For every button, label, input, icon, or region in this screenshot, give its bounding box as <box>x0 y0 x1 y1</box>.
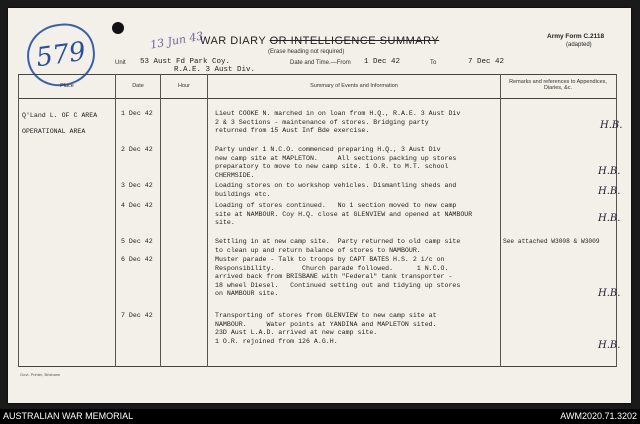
column-divider <box>500 74 501 367</box>
entry-text: Lieut COOKE N. marched in on loan from H.Q., R.A.E. 3 Aust Div 2 & 3 Sections - maintenance of stores. Bridging party returned from 15 Aust Inf Bde exercise. <box>215 110 461 134</box>
initials-signature: H.B. <box>600 120 623 131</box>
table-header-rule <box>18 98 616 99</box>
title-prefix: WAR DIARY <box>200 35 267 47</box>
adapted-label: (adapted) <box>566 42 592 48</box>
initials-signature: H.B. <box>598 186 621 197</box>
footer-institution: AUSTRALIAN WAR MEMORIAL <box>3 411 134 421</box>
entry-text: Party under 1 N.C.O. commenced preparing H.Q., 3 Aust Div new camp site at MAPLETON. All sections packing up stores preparatory to move to new camp site. 1 O.R. to M.T. school CHERMSIDE. <box>215 146 457 179</box>
entry-text: Loading of stores continued. No 1 section moved to new camp site at NAMBOUR. Coy H.Q. close at GLENVIEW and opened at NAMBOUR site. <box>215 202 473 226</box>
entry-date: 7 Dec 42 <box>121 312 153 319</box>
place-line-1: Q'Land L. OF C AREA <box>22 112 98 119</box>
column-divider <box>160 74 161 367</box>
column-divider <box>18 74 19 367</box>
column-divider <box>207 74 208 367</box>
unit-value: 53 Aust Fd Park Coy. <box>140 58 231 66</box>
col-head-summary: Summary of Events and Information <box>310 83 398 89</box>
unit-value-sub: R.A.E. 3 Aust Div. <box>174 66 256 74</box>
archive-footer <box>0 409 640 424</box>
erase-note: (Erase heading not required) <box>268 49 345 55</box>
punch-hole <box>112 22 124 34</box>
unit-label: Unit <box>115 60 126 66</box>
entry-text: Loading stores on to workshop vehicles. Dismantling sheds and buildings etc. <box>215 182 457 198</box>
table-bottom-rule <box>18 366 616 367</box>
col-head-hour: Hour <box>178 83 190 89</box>
army-form-label: Army Form C.2118 <box>547 33 605 40</box>
date-label: Date and Time.—From <box>290 60 351 66</box>
page-title <box>200 35 439 47</box>
date-to: 7 Dec 42 <box>468 58 505 66</box>
entry-remarks: See attached W3008 & W3009 <box>503 238 600 245</box>
place-line-2: OPERATIONAL AREA <box>22 128 86 135</box>
entry-text: Settling in at new camp site. Party returned to old camp site to clean up and return balance of stores to NAMBOUR. <box>215 238 461 254</box>
footer-accession: AWM2020.71.3202 <box>560 411 637 421</box>
entry-date: 3 Dec 42 <box>121 182 153 189</box>
entry-date: 2 Dec 42 <box>121 146 153 153</box>
column-divider <box>115 74 116 367</box>
initials-signature: H.B. <box>598 166 621 177</box>
entry-date: 1 Dec 42 <box>121 110 153 117</box>
entry-date: 6 Dec 42 <box>121 256 153 263</box>
folio-number: 579 <box>23 20 99 91</box>
pencil-date: 13 Jun 43 <box>149 29 205 52</box>
table-top-rule <box>18 74 616 75</box>
col-head-date: Date <box>132 83 144 89</box>
initials-signature: H.B. <box>598 340 621 351</box>
col-head-place: Place <box>60 83 74 89</box>
to-label: To <box>430 60 437 66</box>
entry-date: 4 Dec 42 <box>121 202 153 209</box>
initials-signature: H.B. <box>598 288 621 299</box>
entry-text: Muster parade - Talk to troops by CAPT BATES H.S. 2 i/c on Responsibility. Church parade followed. 1 N.C.O. arrived back from BRISBANE with "Federal" tank transporter - 18 wheel Diesel. Continued setting out and tidying up stores on NAMBOUR site. <box>215 256 461 297</box>
entry-date: 5 Dec 42 <box>121 238 153 245</box>
date-from: 1 Dec 42 <box>364 58 401 66</box>
entry-text: Transporting of stores from GLENVIEW to new camp site at NAMBOUR. Water points at YANDINA and MAPLETON sited. 23D Aust L.A.D. arrived at new camp site. 1 O.R. rejoined from 126 A.G.H. <box>215 312 437 345</box>
title-struck: OR INTELLIGENCE SUMMARY <box>269 35 440 47</box>
col-head-remarks: Remarks and references to Appendices, Diaries, &c. <box>509 79 607 91</box>
printer-imprint: Govt. Printer, Brisbane <box>20 372 61 377</box>
initials-signature: H.B. <box>598 213 621 224</box>
